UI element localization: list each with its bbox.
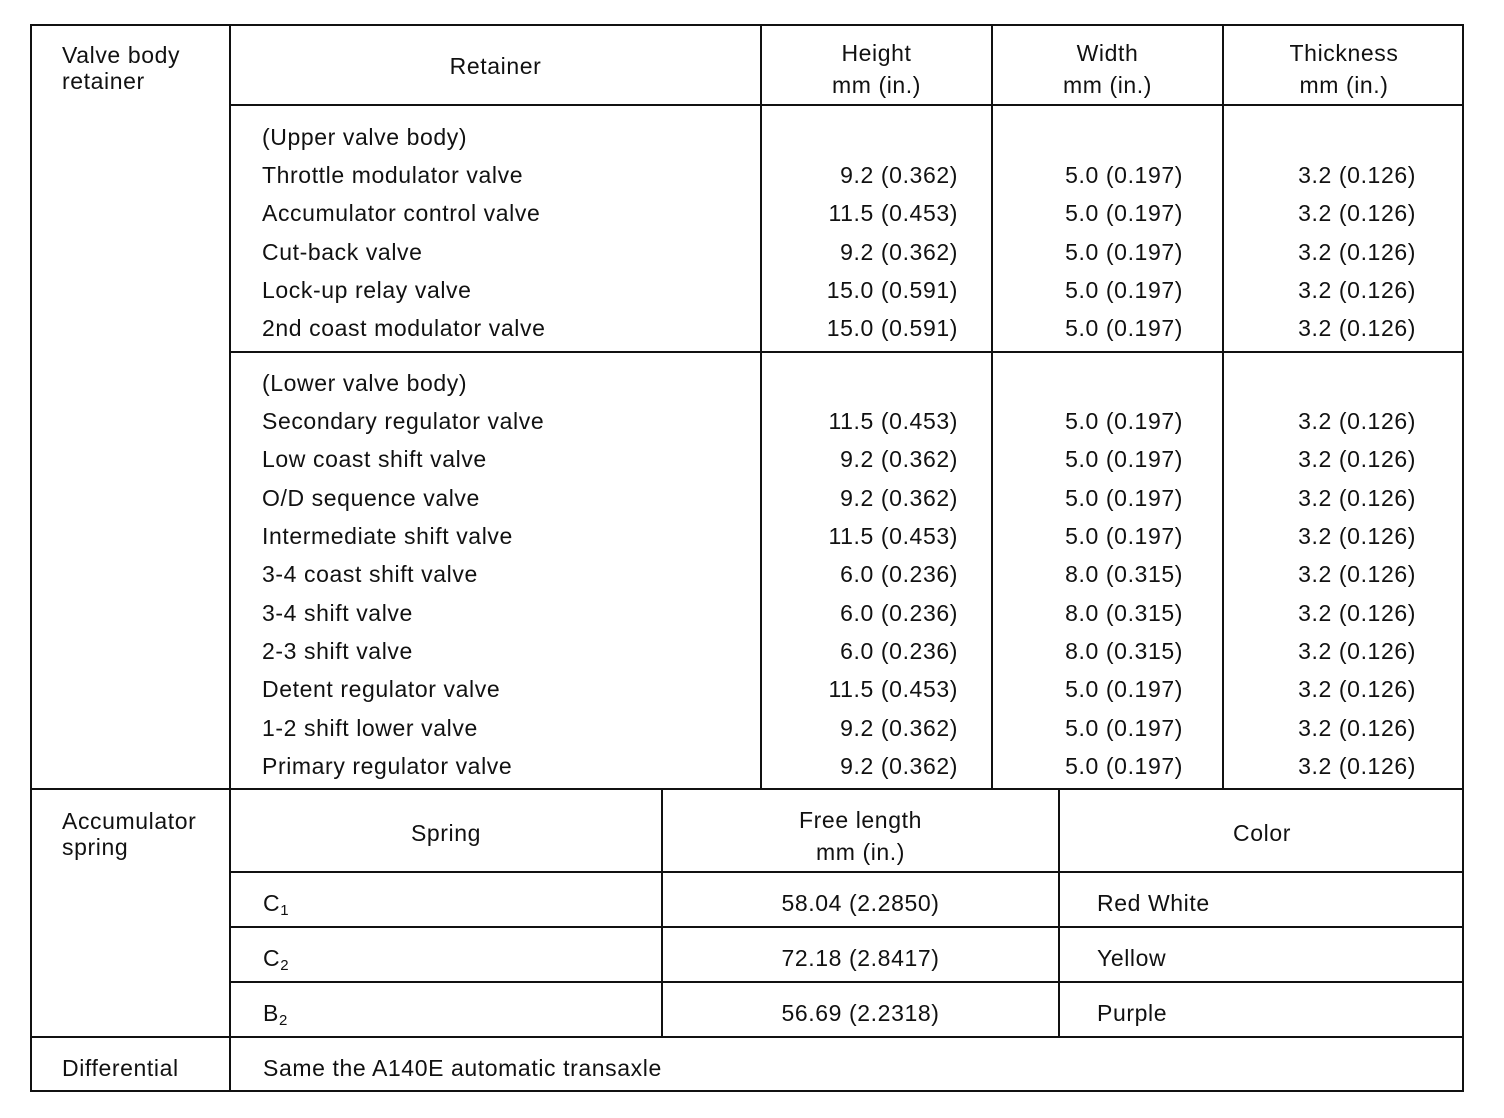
spring-letter: C bbox=[263, 945, 281, 971]
spring-color: Red White bbox=[1097, 890, 1210, 916]
retainer-width: 5.0 (0.197) bbox=[1065, 162, 1183, 188]
spring-row-divider bbox=[231, 926, 1464, 928]
retainer-height: 9.2 (0.362) bbox=[840, 446, 958, 473]
spring-free-length: 72.18 (2.8417) bbox=[781, 945, 940, 971]
retainer-width: 5.0 (0.197) bbox=[1065, 714, 1183, 741]
retainer-height: 15.0 (0.591) bbox=[826, 315, 958, 342]
retainer-height: 9.2 (0.362) bbox=[840, 162, 958, 188]
retainer-name: Lock-up relay valve bbox=[262, 276, 472, 303]
retainer-width: 5.0 (0.197) bbox=[1065, 200, 1183, 227]
retainer-thickness: 3.2 (0.126) bbox=[1298, 523, 1416, 550]
retainer-name: Primary regulator valve bbox=[262, 753, 513, 780]
retainer-height: 15.0 (0.591) bbox=[826, 276, 958, 303]
section-label-accumulator-spring: Accumulator spring bbox=[62, 808, 197, 860]
retainer-height: 6.0 (0.236) bbox=[840, 561, 958, 588]
retainer-width: 5.0 (0.197) bbox=[1065, 753, 1183, 780]
retainer-height: 11.5 (0.453) bbox=[828, 523, 958, 550]
retainer-name: Intermediate shift valve bbox=[262, 523, 513, 550]
retainer-name: 1-2 shift lower valve bbox=[262, 714, 478, 741]
retainer-width: 5.0 (0.197) bbox=[1065, 676, 1183, 703]
section-divider bbox=[30, 788, 1464, 790]
retainer-width: 5.0 (0.197) bbox=[1065, 276, 1183, 303]
retainer-height: 9.2 (0.362) bbox=[840, 238, 958, 265]
retainer-thickness: 3.2 (0.126) bbox=[1298, 238, 1416, 265]
group-title-lower: (Lower valve body) bbox=[262, 370, 468, 396]
spring-name bbox=[263, 890, 289, 924]
retainer-thickness: 3.2 (0.126) bbox=[1298, 599, 1416, 626]
retainer-width: 5.0 (0.197) bbox=[1065, 315, 1183, 342]
retainer-height: 6.0 (0.236) bbox=[840, 638, 958, 665]
column-divider-width bbox=[991, 24, 993, 788]
spring-letter: B bbox=[263, 1000, 279, 1026]
retainer-name: Low coast shift valve bbox=[262, 446, 487, 473]
header-free-length: Free length mm (in.) bbox=[799, 807, 922, 865]
header-color: Color bbox=[1233, 820, 1291, 846]
retainer-thickness: 3.2 (0.126) bbox=[1298, 315, 1416, 342]
section-label-valve-body-retainer: Valve body retainer bbox=[62, 42, 181, 94]
retainer-width: 5.0 (0.197) bbox=[1065, 238, 1183, 265]
retainer-thickness: 3.2 (0.126) bbox=[1298, 676, 1416, 703]
header-width: Width mm (in.) bbox=[1062, 40, 1153, 98]
retainer-name: Detent regulator valve bbox=[262, 676, 501, 703]
spring-free-length: 56.69 (2.2318) bbox=[781, 1000, 940, 1026]
spring-name bbox=[263, 945, 289, 979]
retainer-header-divider bbox=[231, 104, 1464, 106]
retainer-name: Accumulator control valve bbox=[262, 200, 541, 227]
retainer-height: 9.2 (0.362) bbox=[840, 753, 958, 780]
retainer-thickness: 3.2 (0.126) bbox=[1298, 200, 1416, 227]
section-divider bbox=[30, 1036, 1464, 1038]
spring-letter: C bbox=[263, 890, 281, 916]
column-divider-height bbox=[760, 24, 762, 788]
retainer-width: 8.0 (0.315) bbox=[1065, 561, 1183, 588]
retainer-height: 6.0 (0.236) bbox=[840, 599, 958, 626]
retainer-name: 2-3 shift valve bbox=[262, 638, 413, 665]
header-spring: Spring bbox=[410, 820, 482, 846]
column-divider-thickness bbox=[1222, 24, 1224, 788]
header-height: Height mm (in.) bbox=[831, 40, 922, 98]
group-title-upper: (Upper valve body) bbox=[262, 124, 468, 150]
section-label-differential: Differential bbox=[62, 1055, 179, 1081]
retainer-name: 3-4 shift valve bbox=[262, 599, 413, 626]
retainer-height: 11.5 (0.453) bbox=[828, 408, 958, 434]
retainer-width: 8.0 (0.315) bbox=[1065, 638, 1183, 665]
retainer-thickness: 3.2 (0.126) bbox=[1298, 408, 1416, 434]
retainer-name: Cut-back valve bbox=[262, 238, 423, 265]
retainer-thickness: 3.2 (0.126) bbox=[1298, 446, 1416, 473]
retainer-height: 9.2 (0.362) bbox=[840, 484, 958, 511]
spring-color: Purple bbox=[1097, 1000, 1168, 1026]
retainer-width: 8.0 (0.315) bbox=[1065, 599, 1183, 626]
retainer-width: 5.0 (0.197) bbox=[1065, 523, 1183, 550]
retainer-thickness: 3.2 (0.126) bbox=[1298, 638, 1416, 665]
spring-subscript: 2 bbox=[278, 1012, 288, 1029]
retainer-name: 2nd coast modulator valve bbox=[262, 315, 546, 342]
retainer-name: 3-4 coast shift valve bbox=[262, 561, 478, 588]
retainer-name: O/D sequence valve bbox=[262, 484, 480, 511]
differential-text: Same the A140E automatic transaxle bbox=[263, 1055, 662, 1081]
retainer-height: 9.2 (0.362) bbox=[840, 714, 958, 741]
retainer-name: Throttle modulator valve bbox=[262, 162, 524, 188]
retainer-thickness: 3.2 (0.126) bbox=[1298, 276, 1416, 303]
retainer-thickness: 3.2 (0.126) bbox=[1298, 753, 1416, 780]
retainer-height: 11.5 (0.453) bbox=[828, 200, 958, 227]
group-divider bbox=[231, 351, 1464, 353]
label-column-divider bbox=[229, 24, 231, 1092]
spring-header-divider bbox=[231, 871, 1464, 873]
spring-free-length: 58.04 (2.2850) bbox=[781, 890, 940, 916]
retainer-name: Secondary regulator valve bbox=[262, 408, 545, 434]
retainer-width: 5.0 (0.197) bbox=[1065, 408, 1183, 434]
spring-subscript: 1 bbox=[280, 902, 289, 919]
header-retainer: Retainer bbox=[449, 53, 542, 79]
header-thickness: Thickness mm (in.) bbox=[1289, 40, 1399, 98]
retainer-thickness: 3.2 (0.126) bbox=[1298, 561, 1416, 588]
retainer-width: 5.0 (0.197) bbox=[1065, 484, 1183, 511]
spring-subscript: 2 bbox=[280, 957, 289, 974]
spring-color: Yellow bbox=[1097, 945, 1167, 971]
retainer-height: 11.5 (0.453) bbox=[828, 676, 958, 703]
spring-name bbox=[263, 1000, 287, 1034]
retainer-thickness: 3.2 (0.126) bbox=[1298, 162, 1416, 188]
retainer-thickness: 3.2 (0.126) bbox=[1298, 484, 1416, 511]
spring-row-divider bbox=[231, 981, 1464, 983]
retainer-width: 5.0 (0.197) bbox=[1065, 446, 1183, 473]
retainer-thickness: 3.2 (0.126) bbox=[1298, 714, 1416, 741]
